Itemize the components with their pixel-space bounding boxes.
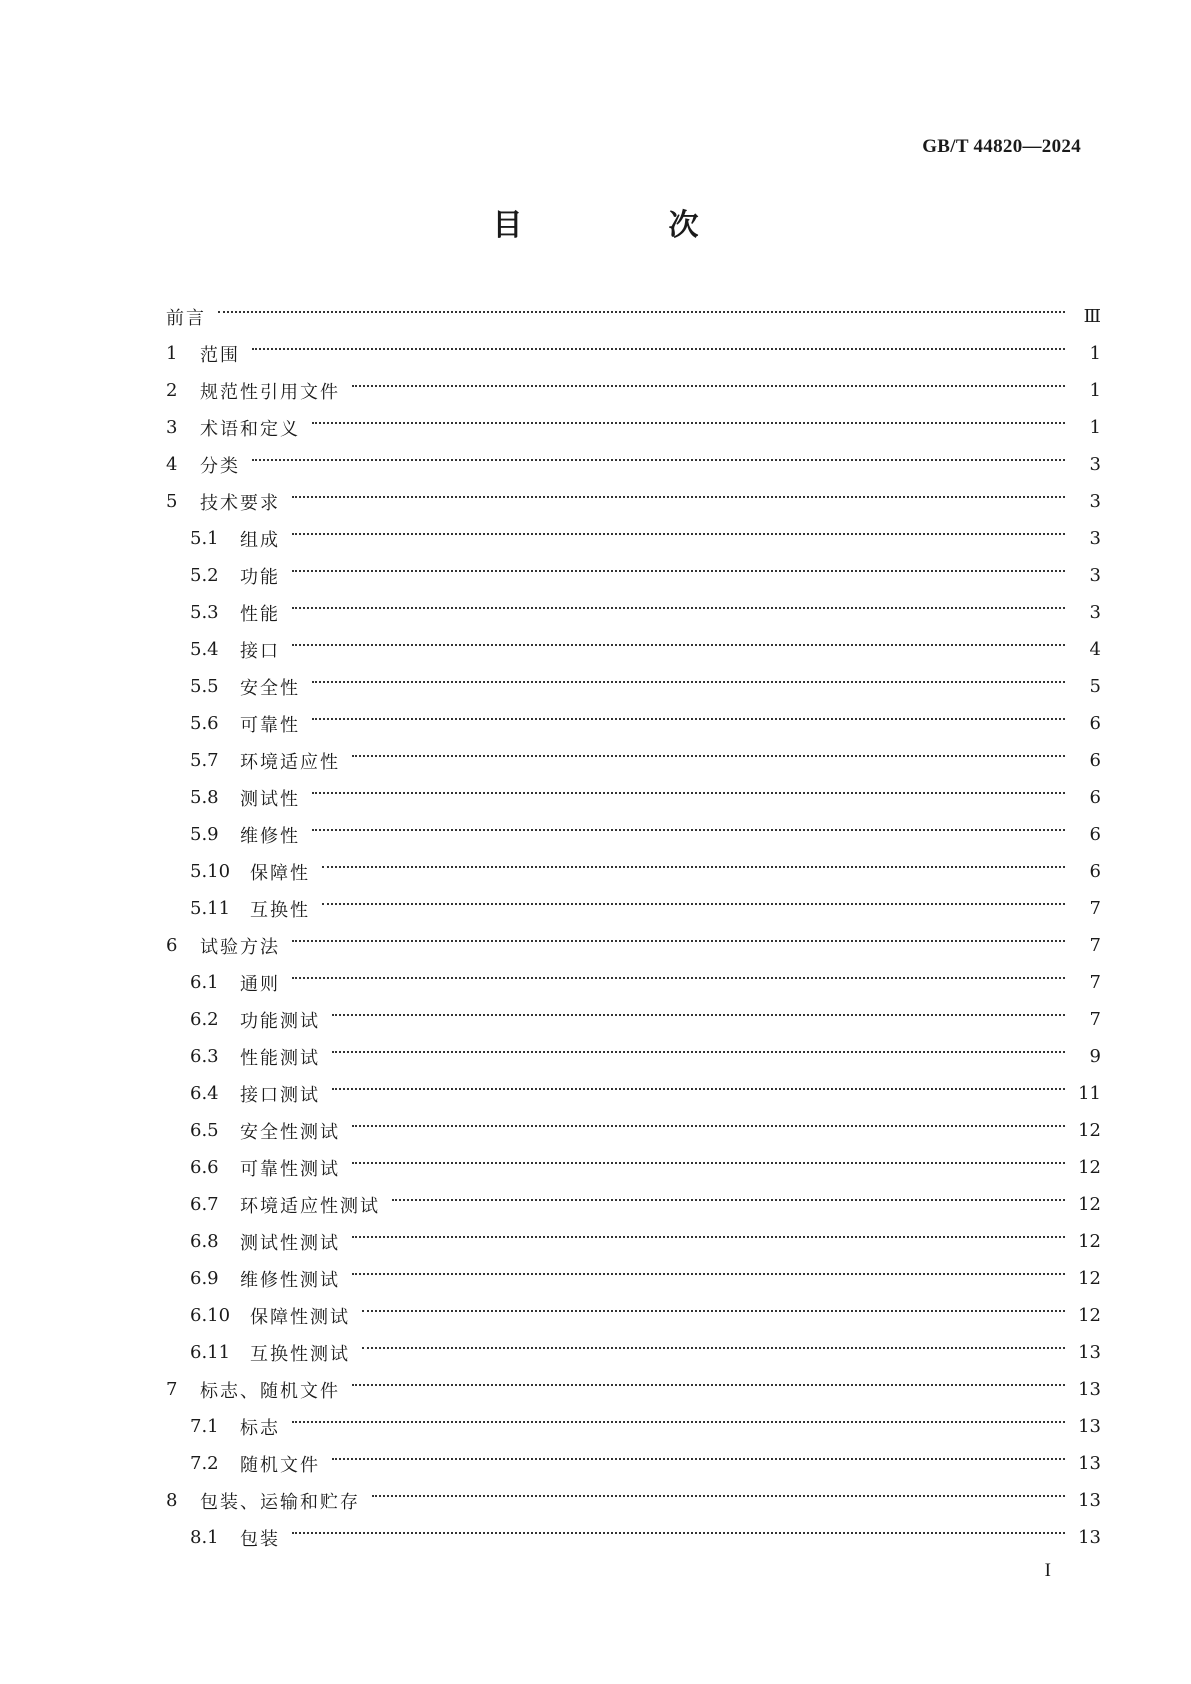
- toc-entry-label: 规范性引用文件: [200, 381, 340, 403]
- toc-entry-page: 12: [1078, 1231, 1101, 1252]
- standard-code: GB/T 44820—2024: [922, 136, 1081, 157]
- dot-leader: [332, 1051, 1065, 1053]
- toc-entry[interactable]: [166, 520, 1101, 557]
- toc-entry-label: 测试性测试: [240, 1232, 340, 1254]
- toc-entry-label: 保障性测试: [250, 1306, 350, 1328]
- dot-leader: [292, 940, 1065, 942]
- toc-entry[interactable]: [166, 668, 1101, 705]
- toc-entry-number: 5.6: [190, 713, 219, 734]
- toc-entry-page: 3: [1089, 491, 1101, 512]
- toc-entry-label: 前言: [166, 307, 206, 329]
- toc-entry-page: 13: [1078, 1490, 1101, 1511]
- dot-leader: [292, 533, 1065, 535]
- dot-leader: [332, 1014, 1065, 1016]
- toc-entry-number: 6.8: [190, 1231, 219, 1252]
- dot-leader: [292, 570, 1065, 572]
- toc-entry-label: 可靠性测试: [240, 1158, 340, 1180]
- toc-entry-number: 6.6: [190, 1157, 219, 1178]
- toc-entry-page: 12: [1078, 1120, 1101, 1141]
- toc-entry-number: 5.3: [190, 602, 219, 623]
- toc-entry[interactable]: [166, 853, 1101, 890]
- dot-leader: [292, 1532, 1065, 1534]
- toc-entry-label: 保障性: [250, 862, 310, 884]
- toc-entry-number: 5.11: [190, 898, 231, 919]
- toc-entry-page: 6: [1089, 787, 1101, 808]
- dot-leader: [312, 718, 1065, 720]
- dot-leader: [352, 385, 1065, 387]
- toc-entry-number: 5.7: [190, 750, 219, 771]
- toc-entry-label: 性能测试: [240, 1047, 320, 1069]
- toc-entry-number: 6.4: [190, 1083, 219, 1104]
- dot-leader: [372, 1495, 1065, 1497]
- toc-entry-label: 功能: [240, 566, 280, 588]
- toc-entry-number: 6.5: [190, 1120, 219, 1141]
- toc-entry-label: 包装、运输和贮存: [200, 1491, 360, 1513]
- dot-leader: [362, 1310, 1065, 1312]
- toc-entry[interactable]: [166, 927, 1101, 964]
- toc-entry-number: 1: [166, 343, 178, 364]
- toc-entry-number: 6: [166, 935, 178, 956]
- toc-entry-page: 3: [1089, 602, 1101, 623]
- toc-entry-page: 6: [1089, 750, 1101, 771]
- dot-leader: [352, 1273, 1065, 1275]
- toc-entry-page: 6: [1089, 861, 1101, 882]
- toc-entry[interactable]: [166, 742, 1101, 779]
- toc-entry-label: 维修性测试: [240, 1269, 340, 1291]
- toc-entry-page: 3: [1089, 565, 1101, 586]
- dot-leader: [322, 903, 1065, 905]
- toc-entry-label: 环境适应性: [240, 751, 340, 773]
- toc-entry-page: 12: [1078, 1194, 1101, 1215]
- toc-entry[interactable]: [166, 1038, 1101, 1075]
- toc-entry-number: 6.10: [190, 1305, 231, 1326]
- toc-entry-number: 6.2: [190, 1009, 219, 1030]
- toc-entry-number: 6.7: [190, 1194, 219, 1215]
- toc-entry-page: 13: [1078, 1342, 1101, 1363]
- dot-leader: [312, 792, 1065, 794]
- toc-entry[interactable]: [166, 1371, 1101, 1408]
- toc-entry[interactable]: [166, 298, 1101, 335]
- toc-entry-label: 接口测试: [240, 1084, 320, 1106]
- page-number: I: [1044, 1560, 1051, 1581]
- toc-entry-label: 组成: [240, 529, 280, 551]
- toc-entry-label: 通则: [240, 973, 280, 995]
- toc-entry-number: 5.8: [190, 787, 219, 808]
- toc-entry-page: 5: [1089, 676, 1101, 697]
- toc-entry-number: 6.3: [190, 1046, 219, 1067]
- dot-leader: [292, 977, 1065, 979]
- toc-entry-page: 13: [1078, 1453, 1101, 1474]
- toc-entry-number: 5.9: [190, 824, 219, 845]
- toc-entry-number: 6.9: [190, 1268, 219, 1289]
- toc-entry[interactable]: [166, 409, 1101, 446]
- toc-entry[interactable]: [166, 1297, 1101, 1334]
- toc-entry-label: 标志: [240, 1417, 280, 1439]
- toc-entry-page: 12: [1078, 1157, 1101, 1178]
- dot-leader: [292, 496, 1065, 498]
- toc-entry-number: 2: [166, 380, 178, 401]
- toc-entry[interactable]: [166, 890, 1101, 927]
- toc-entry-page: 12: [1078, 1268, 1101, 1289]
- dot-leader: [332, 1088, 1065, 1090]
- dot-leader: [292, 607, 1065, 609]
- toc-entry-number: 3: [166, 417, 178, 438]
- toc-entry[interactable]: [166, 1519, 1101, 1556]
- toc-entry[interactable]: [166, 964, 1101, 1001]
- toc-entry-number: 5.5: [190, 676, 219, 697]
- toc-entry[interactable]: [166, 1482, 1101, 1519]
- dot-leader: [392, 1199, 1065, 1201]
- toc-entry-page: 3: [1089, 454, 1101, 475]
- toc-entry-page: 13: [1078, 1416, 1101, 1437]
- dot-leader: [322, 866, 1065, 868]
- page-title: 目 次: [492, 208, 757, 243]
- toc-entry-label: 功能测试: [240, 1010, 320, 1032]
- toc-entry-number: 7.1: [190, 1416, 219, 1437]
- toc-entry-label: 环境适应性测试: [240, 1195, 380, 1217]
- toc-entry-page: 7: [1089, 972, 1101, 993]
- toc-entry-number: 8: [166, 1490, 178, 1511]
- dot-leader: [312, 681, 1065, 683]
- toc-entry-page: 1: [1089, 343, 1101, 364]
- toc-entry[interactable]: [166, 1001, 1101, 1038]
- toc-entry-label: 随机文件: [240, 1454, 320, 1476]
- toc-entry[interactable]: [166, 372, 1101, 409]
- toc-entry-page: 11: [1078, 1083, 1101, 1104]
- toc-entry-label: 安全性: [240, 677, 300, 699]
- toc-entry-page: 13: [1078, 1379, 1101, 1400]
- table-of-contents: [166, 298, 1101, 1556]
- toc-entry-label: 标志、随机文件: [200, 1380, 340, 1402]
- toc-entry-page: 6: [1089, 713, 1101, 734]
- toc-entry-label: 安全性测试: [240, 1121, 340, 1143]
- toc-entry-label: 术语和定义: [200, 418, 300, 440]
- toc-entry-number: 5.10: [190, 861, 231, 882]
- toc-entry[interactable]: [166, 557, 1101, 594]
- toc-entry[interactable]: [166, 1260, 1101, 1297]
- dot-leader: [332, 1458, 1065, 1460]
- toc-entry-label: 分类: [200, 455, 240, 477]
- toc-entry[interactable]: [166, 594, 1101, 631]
- toc-entry-page: 7: [1089, 1009, 1101, 1030]
- toc-entry-number: 5: [166, 491, 178, 512]
- toc-entry-number: 8.1: [190, 1527, 219, 1548]
- toc-entry-page: 12: [1078, 1305, 1101, 1326]
- toc-entry-number: 5.1: [190, 528, 219, 549]
- toc-entry[interactable]: [166, 1334, 1101, 1371]
- toc-entry[interactable]: [166, 1075, 1101, 1112]
- toc-entry-page: 7: [1089, 935, 1101, 956]
- toc-entry-page: 1: [1089, 417, 1101, 438]
- dot-leader: [352, 755, 1065, 757]
- toc-entry-page: 13: [1078, 1527, 1101, 1548]
- toc-entry-number: 6.11: [190, 1342, 231, 1363]
- toc-entry-number: 4: [166, 454, 178, 475]
- toc-entry-label: 互换性测试: [250, 1343, 350, 1365]
- toc-entry[interactable]: [166, 1445, 1101, 1482]
- toc-entry-number: 5.2: [190, 565, 219, 586]
- dot-leader: [312, 422, 1065, 424]
- toc-entry-number: 7.2: [190, 1453, 219, 1474]
- toc-entry-label: 包装: [240, 1528, 280, 1550]
- toc-entry-page: 4: [1089, 639, 1101, 660]
- toc-entry[interactable]: [166, 631, 1101, 668]
- toc-entry-label: 维修性: [240, 825, 300, 847]
- dot-leader: [352, 1162, 1065, 1164]
- dot-leader: [312, 829, 1065, 831]
- toc-entry[interactable]: [166, 816, 1101, 853]
- toc-entry-number: 6.1: [190, 972, 219, 993]
- dot-leader: [218, 311, 1065, 313]
- dot-leader: [292, 1421, 1065, 1423]
- toc-entry-label: 范围: [200, 344, 240, 366]
- dot-leader: [352, 1236, 1065, 1238]
- toc-entry-label: 接口: [240, 640, 280, 662]
- toc-entry[interactable]: [166, 1149, 1101, 1186]
- toc-entry-page: 7: [1089, 898, 1101, 919]
- toc-entry-number: 7: [166, 1379, 178, 1400]
- toc-entry-label: 技术要求: [200, 492, 280, 514]
- dot-leader: [252, 459, 1065, 461]
- toc-entry-page: 3: [1089, 528, 1101, 549]
- toc-entry[interactable]: [166, 1408, 1101, 1445]
- toc-entry[interactable]: [166, 1223, 1101, 1260]
- toc-entry-label: 互换性: [250, 899, 310, 921]
- toc-entry[interactable]: [166, 779, 1101, 816]
- dot-leader: [352, 1384, 1065, 1386]
- toc-entry[interactable]: [166, 1186, 1101, 1223]
- toc-entry-number: 5.4: [190, 639, 219, 660]
- dot-leader: [292, 644, 1065, 646]
- toc-entry-label: 可靠性: [240, 714, 300, 736]
- dot-leader: [352, 1125, 1065, 1127]
- toc-entry-page: 1: [1089, 380, 1101, 401]
- toc-entry-page: Ⅲ: [1083, 306, 1101, 327]
- dot-leader: [252, 348, 1065, 350]
- toc-entry[interactable]: [166, 483, 1101, 520]
- dot-leader: [362, 1347, 1065, 1349]
- toc-entry[interactable]: [166, 335, 1101, 372]
- toc-entry[interactable]: [166, 705, 1101, 742]
- toc-entry[interactable]: [166, 446, 1101, 483]
- toc-entry-page: 9: [1089, 1046, 1101, 1067]
- toc-entry-page: 6: [1089, 824, 1101, 845]
- toc-entry[interactable]: [166, 1112, 1101, 1149]
- toc-entry-label: 测试性: [240, 788, 300, 810]
- toc-entry-label: 性能: [240, 603, 280, 625]
- toc-entry-label: 试验方法: [200, 936, 280, 958]
